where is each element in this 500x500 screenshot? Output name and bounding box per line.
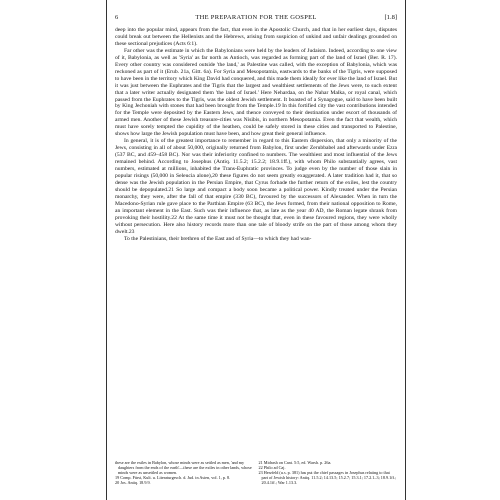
footnotes	[115, 460, 397, 485]
footnote: 21 Midrash on Cant. 5:5, ed. Warsh. p. 26a.	[258, 460, 332, 465]
section-marker: [1.8]	[384, 14, 397, 21]
running-title: THE PREPARATION FOR THE GOSPEL	[195, 14, 317, 21]
paragraph: deep into the popular mind, appears from the fact, that even in the Apostolic Church, and that in her earliest days, disputes could break out between the Hellenists and the Hebrews, arising from suspicion of unkind and unfair dealings grounded on these sectional prejudices (Acts 6:1).	[115, 27, 397, 47]
page-number: 6	[115, 14, 119, 21]
running-header	[115, 13, 397, 23]
paragraph: To the Palestinians, their brethren of the East and of Syria—to which they had wan-	[124, 235, 312, 242]
footnotes-right-column	[259, 460, 398, 485]
page-content	[115, 0, 397, 500]
body-text	[115, 27, 397, 243]
footnote: 19 Comp. Fürst, Kult. u. Literaturgesch. d. Jud. in Asien, vol. 1, p. 8.	[115, 475, 231, 481]
footnote: 20 Jos. Antiq. 18.9.9.	[115, 480, 151, 486]
footnote: these are the exiles in Babylon, whose minds were as settled as men, 'and my daughters from the ends of the earth'—these are the exiles in other lands, whose minds were as unsettled as women.	[115, 460, 252, 476]
paragraph: In general, it is of the greatest importance to remember in regard to this Eastern dispersion, that only a minority of the Jews, consisting in all of about 50,000, originally returned from Babylon, first under Zerubbabel and afterwards under Ezra (537 BC, and 459–458 BC). Nor was their inferiority confined to numbers. The wealthiest and most influential of the Jews remained behind. According to Josephus (Antiq. 11.5.2; 15.2.2; 18.9.1ff.), with whom Philo substantially agrees, vast numbers, estimated at millions, inhabited the Trans-Euphratic provinces. To judge even by the number of those slain in popular risings (50,000 in Seleucia alone),20 these figures do not seem greatly exaggerated. A later tradition had it, that so dense was the Jewish population in the Persian Empire, that Cyrus forbade the further return of the exiles, lest the country should be depopulated.21 So large and compact a body soon became a political power. Kindly treated under the Persian monarchy, they were, after the fall of that empire (330 BC), favoured by the successors of Alexander. When in turn the Macedono-Syrian rule gave place to the Parthian Empire (63 BC), the Jews formed, from their national opposition to Rome, an important element in the East. Such was their influence that, as late as the year 40 AD, the Roman legate shrank from provoking their hostility.22 At the same time it must not be thought that, even in these favoured regions, they were wholly without persecution. Here also history records more than one tale of bloody strife on the part of those among whom they dwelt.23	[115, 138, 397, 235]
footnote: 23 Herzfeld (u.s. p. 381) has put the chief passages in Josephus relating to that part of Jewish history: Antiq. 11.5.2; 14.13.5; 15.2.7; 15.3.1; 17.2.1–3; 18.9.1ff.; 20.4.1ff.; War 1.13.3.	[258, 470, 397, 486]
paragraph: Far other was the estimate in which the Babylonians were held by the leaders of Judaism. Indeed, according to one view of it, Babylonia, as well as 'Syria' as far north as Antioch, was regarded as forming part of the land of Israel (Ber. R. 17). Every other country was considered outside 'the land,' as Palestine was called, with the exception of Babylonia, which was reckoned as part of it (Erub. 21a, Gitt. 6a). For Syria and Mesopotamia, eastwards to the banks of the Tigris, were supposed to have been in the territory which King David had conquered, and this made them ideally for ever like the land of Israel. But it was just between the Euphrates and the Tigris that the largest and wealthiest settlements of the Jews were, to such extent that a later writer actually designated them 'the land of Israel.' Here Nehardaa, on the Nahar Malka, or royal canal, which passed from the Euphrates to the Tigris, was the oldest Jewish settlement. It boasted of a Synagogue, said to have been built by King Jechoniah with stones that had been brought from the Temple.19 In this fortified city the vast contributions intended for the Temple were deposited by the Eastern Jews, and thence conveyed to their destination under escort of thousands of armed men. Another of these Jewish treasure-cities was Nisibis, in northern Mesopotamia. Even the fact that wealth, which must have sorely tempted the cupidity of the heathen, could be safely stored in these cities and transported to Palestine, shows how large the Jewish population must have been, and how great their general influence.	[115, 47, 397, 138]
footnote: 22 Philo ad Caj.	[258, 465, 286, 471]
book-page	[106, 0, 406, 500]
footnotes-left-column	[115, 460, 254, 485]
